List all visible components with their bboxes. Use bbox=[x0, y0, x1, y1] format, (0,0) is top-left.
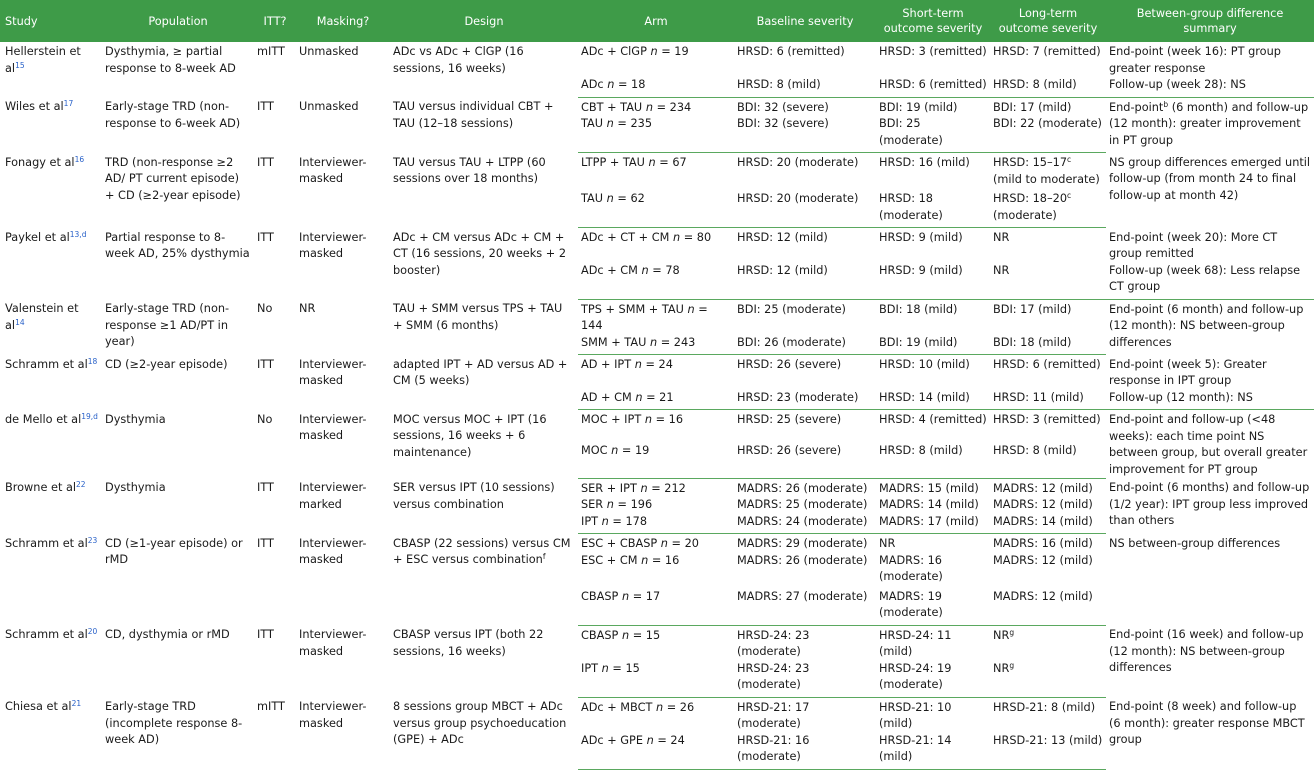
population-cell: TRD (non-response ≥2 AD/ PT current episode) + CD (≥2-year episode) bbox=[105, 155, 241, 202]
study-name: Browne et al bbox=[5, 481, 77, 494]
short-term-cell: MADRS: 15 (mild) bbox=[879, 481, 979, 495]
short-term-cell: HRSD: 9 (mild) bbox=[879, 231, 963, 244]
baseline-cell: BDI: 25 (moderate) bbox=[737, 302, 846, 316]
table-row bbox=[0, 534, 1314, 553]
summary-cell: Follow-up (week 68): Less relapse CT group bbox=[1106, 263, 1314, 300]
arm-cell: ADc n = 18 bbox=[578, 77, 734, 97]
table-row bbox=[0, 625, 1314, 661]
design-cell: 8 sessions group MBCT + ADc versus group psychoeducation (GPE) + ADc bbox=[393, 700, 567, 746]
arm-cell: ADc + MBCT n = 26 bbox=[581, 700, 695, 714]
baseline-cell: BDI: 26 (moderate) bbox=[734, 335, 876, 355]
design-cell: MOC versus MOC + IPT (16 sessions, 16 weeks + 6 maintenance) bbox=[393, 412, 547, 459]
population-cell: Early-stage TRD (non-response to 6-week AD) bbox=[105, 100, 241, 130]
masking-cell: Interviewer-marked bbox=[299, 481, 367, 511]
arm-cell: ESC + CBASP n = 20 bbox=[581, 537, 699, 550]
long-term-cell: BDI: 22 (moderate) bbox=[990, 116, 1106, 153]
study-ref[interactable]: 18 bbox=[87, 356, 98, 366]
summary-cell: Follow-up (12 month): NS bbox=[1106, 390, 1314, 410]
short-term-cell: HRSD-21: 14 (mild) bbox=[876, 733, 990, 770]
short-term-cell: HRSD: 8 (mild) bbox=[876, 443, 990, 478]
study-name: Fonagy et al bbox=[5, 155, 75, 169]
long-term-cell: MADRS: 12 (mild) bbox=[993, 553, 1093, 567]
col-header: ITT? bbox=[254, 0, 296, 42]
baseline-cell: MADRS: 25 (moderate) bbox=[737, 498, 868, 511]
long-term-cell: BDI: 18 (mild) bbox=[990, 335, 1106, 355]
baseline-cell: HRSD-21: 17 (moderate) bbox=[737, 700, 810, 730]
long-term-cell: HRSD: 3 (remitted) bbox=[993, 413, 1101, 426]
masking-cell: Interviewer-masked bbox=[299, 536, 367, 566]
long-term-cell: HRSD-21: 8 (mild) bbox=[993, 700, 1096, 714]
design-cell: SER versus IPT (10 sessions) versus combination bbox=[393, 481, 555, 511]
table-body bbox=[0, 42, 1314, 769]
long-term-cell: HRSD: 8 (mild) bbox=[990, 77, 1106, 97]
study-name: Valenstein et al bbox=[5, 302, 79, 332]
arm-cell: AD + CM n = 21 bbox=[578, 390, 734, 410]
arm-cell: CBT + TAU n = 234 bbox=[581, 100, 692, 114]
itt-cell: ITT bbox=[257, 357, 274, 371]
short-term-cell: BDI: 19 (mild) bbox=[879, 100, 958, 114]
study-cell bbox=[0, 697, 102, 769]
study-cell bbox=[0, 153, 102, 228]
col-header: Masking? bbox=[296, 0, 390, 42]
baseline-cell: HRSD: 26 (severe) bbox=[737, 358, 842, 371]
masking-cell: Interviewer-masked bbox=[299, 357, 367, 387]
col-header: Between-group difference summary bbox=[1106, 0, 1314, 42]
summary-cell: End-point (8 week) and follow-up (6 month): greater response MBCT group bbox=[1109, 700, 1305, 746]
study-name: Chiesa et al bbox=[5, 700, 72, 713]
itt-cell: ITT bbox=[257, 230, 274, 244]
arm-cell: IPT n = 15 bbox=[578, 661, 734, 698]
short-term-cell: MADRS: 17 (mild) bbox=[876, 514, 990, 534]
long-term-cell: NR bbox=[993, 231, 1010, 244]
study-name: Schramm et al bbox=[5, 357, 88, 371]
itt-cell: ITT bbox=[257, 155, 274, 169]
short-term-cell: HRSD: 6 (remitted) bbox=[876, 77, 990, 97]
short-term-cell: HRSD-24: 19 (moderate) bbox=[876, 661, 990, 698]
baseline-cell: HRSD: 20 (moderate) bbox=[737, 156, 859, 169]
population-cell: CD (≥2-year episode) bbox=[105, 357, 228, 371]
summary-cell: End-point (week 16): PT group greater response bbox=[1109, 45, 1281, 75]
study-ref[interactable]: 14 bbox=[15, 317, 25, 327]
summary-cell: End-point (6 months) and follow-up (1/2 year): IPT group less improved than others bbox=[1109, 481, 1310, 527]
summary-cell: End-point (week 5): Greater response in IPT group bbox=[1109, 357, 1267, 387]
table-row bbox=[0, 153, 1314, 189]
population-cell: Dysthymia, ≥ partial response to 8-week AD bbox=[105, 45, 236, 75]
masking-cell: Interviewer-masked bbox=[299, 628, 367, 658]
arm-cell: ADc + CT + CM n = 80 bbox=[581, 231, 712, 244]
population-cell: Dysthymia bbox=[105, 481, 166, 494]
study-ref[interactable]: 13,d bbox=[69, 229, 87, 239]
baseline-cell: HRSD: 12 (mild) bbox=[737, 231, 828, 244]
arm-cell: MOC n = 19 bbox=[578, 443, 734, 478]
arm-cell: CBASP n = 17 bbox=[578, 586, 734, 626]
arm-cell: ESC + CM n = 16 bbox=[581, 553, 680, 567]
population-cell: Early-stage TRD (non-response ≥1 AD/PT in year) bbox=[105, 302, 230, 348]
arm-cell: SMM + TAU n = 243 bbox=[578, 335, 734, 355]
baseline-cell: HRSD-24: 23 (moderate) bbox=[737, 628, 810, 658]
study-cell bbox=[0, 534, 102, 626]
short-term-cell: HRSD: 18 (moderate) bbox=[876, 188, 990, 228]
study-ref[interactable]: 20 bbox=[87, 627, 98, 636]
masking-cell: Interviewer-masked bbox=[299, 412, 367, 442]
short-term-cell: HRSD: 14 (mild) bbox=[876, 390, 990, 410]
arm-cell: LTPP + TAU n = 67 bbox=[581, 156, 687, 169]
population-cell: Early-stage TRD (incomplete response 8-week AD) bbox=[105, 700, 243, 746]
baseline-cell: HRSD: 8 (mild) bbox=[734, 77, 876, 97]
long-term-cell: MADRS: 14 (mild) bbox=[990, 514, 1106, 534]
long-term-cell: HRSD: 18–20$^c$ (moderate) bbox=[990, 188, 1106, 228]
design-cell: CBASP versus IPT (both 22 sessions, 16 weeks) bbox=[393, 628, 544, 658]
short-term-cell: HRSD: 16 (mild) bbox=[879, 156, 970, 169]
population-cell: Dysthymia bbox=[105, 412, 166, 426]
arm-cell: TPS + SMM + TAU n = 144 bbox=[581, 302, 708, 332]
study-name: de Mello et al bbox=[5, 412, 82, 426]
col-header: Short-term outcome severity bbox=[876, 0, 990, 42]
short-term-cell: MADRS: 19 (moderate) bbox=[876, 586, 990, 626]
study-ref[interactable]: 15 bbox=[15, 60, 25, 70]
study-name: Paykel et al bbox=[5, 230, 70, 244]
long-term-cell: BDI: 17 (mild) bbox=[993, 100, 1072, 114]
long-term-cell: MADRS: 12 (mild) bbox=[993, 498, 1093, 511]
long-term-cell: HRSD: 11 (mild) bbox=[990, 390, 1106, 410]
masking-cell: Unmasked bbox=[299, 100, 359, 113]
arm-cell: MOC + IPT n = 16 bbox=[581, 413, 684, 426]
arm-cell: TAU n = 235 bbox=[578, 116, 734, 153]
study-ref[interactable]: 17 bbox=[63, 99, 74, 108]
arm-cell: SER + IPT n = 212 bbox=[581, 481, 686, 495]
arm-cell: ADc + GPE n = 24 bbox=[578, 733, 734, 770]
table-row bbox=[0, 299, 1314, 335]
table-row bbox=[0, 97, 1314, 116]
population-cell: Partial response to 8-week AD, 25% dysthymia bbox=[105, 230, 250, 260]
baseline-cell: BDI: 32 (severe) bbox=[737, 100, 829, 114]
short-term-cell: MADRS: 14 (mild) bbox=[879, 498, 979, 511]
short-term-cell: HRSD: 4 (remitted) bbox=[879, 413, 987, 426]
long-term-cell: HRSD: 8 (mild) bbox=[990, 443, 1106, 478]
arm-cell: TAU n = 62 bbox=[578, 188, 734, 228]
study-cell bbox=[0, 97, 102, 153]
col-header: Long-term outcome severity bbox=[990, 0, 1106, 42]
long-term-cell: MADRS: 16 (mild) bbox=[993, 537, 1093, 550]
summary-cell: Follow-up (week 28): NS bbox=[1106, 77, 1314, 97]
itt-cell: ITT bbox=[257, 481, 274, 494]
arm-cell: CBASP n = 15 bbox=[581, 628, 661, 642]
baseline-cell: MADRS: 24 (moderate) bbox=[734, 514, 876, 534]
design-cell: adapted IPT + AD versus AD + CM (5 weeks) bbox=[393, 357, 568, 387]
itt-cell: ITT bbox=[257, 100, 274, 113]
table-row bbox=[0, 228, 1314, 263]
study-cell bbox=[0, 625, 102, 697]
baseline-cell: HRSD: 23 (moderate) bbox=[734, 390, 876, 410]
col-header: Study bbox=[0, 0, 102, 42]
itt-cell: mITT bbox=[257, 45, 285, 58]
design-cell: TAU versus TAU + LTPP (60 sessions over 18 months) bbox=[393, 155, 546, 185]
baseline-cell: HRSD: 6 (remitted) bbox=[737, 45, 845, 58]
baseline-cell: HRSD-24: 23 (moderate) bbox=[734, 661, 876, 698]
summary-cell: End-point (6 month) and follow-up (12 month): NS between-group differences bbox=[1109, 302, 1304, 349]
study-name: Hellerstein et al bbox=[5, 45, 81, 75]
study-cell bbox=[0, 42, 102, 97]
long-term-cell: $NR^g$ bbox=[993, 627, 1015, 642]
short-term-cell: HRSD-24: 11 (mild) bbox=[879, 628, 952, 658]
design-cell: TAU versus individual CBT + TAU (12–18 sessions) bbox=[393, 100, 554, 130]
long-term-cell: HRSD: 7 (remitted) bbox=[993, 45, 1101, 58]
summary-cell: End-point$^b$ (6 month) and follow-up (12 month): greater improvement in PT group bbox=[1109, 99, 1309, 147]
summary-cell: NS between-group differences bbox=[1109, 536, 1281, 550]
baseline-cell: HRSD: 26 (severe) bbox=[734, 443, 876, 478]
study-cell bbox=[0, 410, 102, 479]
study-ref[interactable]: 22 bbox=[76, 480, 86, 489]
long-term-cell: HRSD: 6 (remitted) bbox=[993, 358, 1101, 371]
masking-cell: Interviewer-masked bbox=[299, 230, 367, 260]
long-term-cell: MADRS: 12 (mild) bbox=[993, 481, 1093, 495]
long-term-cell: BDI: 17 (mild) bbox=[993, 302, 1072, 316]
long-term-cell: NR bbox=[990, 263, 1106, 300]
baseline-cell: MADRS: 27 (moderate) bbox=[734, 586, 876, 626]
baseline-cell: MADRS: 26 (moderate) bbox=[737, 481, 868, 495]
baseline-cell: HRSD: 25 (severe) bbox=[737, 413, 842, 426]
col-header: Design bbox=[390, 0, 578, 42]
long-term-cell: $NR^g$ bbox=[990, 661, 1106, 698]
summary-cell: End-point and follow-up (<48 weeks): each time point NS between group, but overall greater improvement for PT group bbox=[1109, 413, 1308, 476]
baseline-cell: BDI: 32 (severe) bbox=[734, 116, 876, 153]
col-header: Baseline severity bbox=[734, 0, 876, 42]
study-cell bbox=[0, 228, 102, 300]
summary-cell: NS group differences emerged until follow-up (from month 24 to final follow-up at month 42) bbox=[1109, 155, 1311, 202]
design-cell: TAU + SMM versus TPS + TAU + SMM (6 months) bbox=[393, 302, 563, 332]
short-term-cell: HRSD-21: 10 (mild) bbox=[879, 700, 952, 730]
short-term-cell: HRSD: 10 (mild) bbox=[879, 358, 970, 371]
col-header: Population bbox=[102, 0, 254, 42]
itt-cell: ITT bbox=[257, 536, 274, 550]
summary-cell: End-point (week 20): More CT group remitted bbox=[1109, 230, 1278, 260]
short-term-cell: BDI: 25 (moderate) bbox=[876, 116, 990, 153]
study-ref[interactable]: 16 bbox=[74, 154, 85, 164]
short-term-cell: BDI: 18 (mild) bbox=[879, 302, 958, 316]
arm-cell: IPT n = 178 bbox=[578, 514, 734, 534]
long-term-cell: HRSD-21: 13 (mild) bbox=[990, 733, 1106, 770]
itt-cell: No bbox=[257, 302, 273, 315]
short-term-cell: BDI: 19 (mild) bbox=[876, 335, 990, 355]
study-name: Schramm et al bbox=[5, 536, 88, 550]
study-name: Schramm et al bbox=[5, 628, 88, 641]
masking-cell: Unmasked bbox=[299, 45, 359, 58]
short-term-cell: HRSD: 3 (remitted) bbox=[879, 45, 987, 58]
baseline-cell: MADRS: 26 (moderate) bbox=[737, 553, 868, 567]
baseline-cell: MADRS: 29 (moderate) bbox=[737, 537, 868, 550]
design-cell: ADc + CM versus ADc + CM + CT (16 sessions, 20 weeks + 2 booster) bbox=[393, 230, 567, 277]
itt-cell: ITT bbox=[257, 628, 274, 641]
table-row bbox=[0, 478, 1314, 497]
baseline-cell: HRSD: 20 (moderate) bbox=[734, 188, 876, 228]
table-row bbox=[0, 42, 1314, 77]
population-cell: CD, dysthymia or rMD bbox=[105, 628, 230, 641]
short-term-cell: NR bbox=[879, 537, 896, 550]
arm-cell: ADc + CM n = 78 bbox=[578, 263, 734, 300]
itt-cell: mITT bbox=[257, 700, 285, 713]
study-name: Wiles et al bbox=[5, 100, 64, 113]
study-cell bbox=[0, 299, 102, 355]
long-term-cell: MADRS: 12 (mild) bbox=[990, 586, 1106, 626]
summary-cell: End-point (16 week) and follow-up (12 month): NS between-group differences bbox=[1109, 628, 1304, 674]
study-ref[interactable]: 23 bbox=[87, 535, 98, 545]
short-term-cell: MADRS: 16 (moderate) bbox=[879, 553, 943, 583]
long-term-cell: HRSD: 15–17$^c$ (mild to moderate) bbox=[993, 155, 1100, 186]
itt-cell: No bbox=[257, 412, 273, 426]
population-cell: CD (≥1-year episode) or rMD bbox=[105, 536, 243, 566]
arm-cell: ADc + ClGP n = 19 bbox=[581, 45, 689, 58]
baseline-cell: HRSD: 12 (mild) bbox=[734, 263, 876, 300]
table-row bbox=[0, 355, 1314, 390]
study-cell bbox=[0, 355, 102, 410]
study-ref[interactable]: 21 bbox=[71, 699, 82, 708]
design-cell: CBASP (22 sessions) versus CM + ESC versus combination$^f$ bbox=[393, 536, 571, 566]
arm-cell: SER n = 196 bbox=[581, 498, 653, 511]
masking-cell: NR bbox=[299, 302, 316, 315]
header-row bbox=[0, 0, 1314, 42]
arm-cell: AD + IPT n = 24 bbox=[581, 358, 673, 371]
study-cell bbox=[0, 478, 102, 534]
table-row bbox=[0, 697, 1314, 733]
study-ref[interactable]: 19,d bbox=[81, 411, 98, 421]
short-term-cell: HRSD: 9 (mild) bbox=[876, 263, 990, 300]
baseline-cell: HRSD-21: 16 (moderate) bbox=[734, 733, 876, 770]
col-header: Arm bbox=[578, 0, 734, 42]
table-row bbox=[0, 410, 1314, 443]
masking-cell: Interviewer-masked bbox=[299, 700, 367, 730]
design-cell: ADc vs ADc + ClGP (16 sessions, 16 weeks) bbox=[393, 45, 524, 75]
masking-cell: Interviewer-masked bbox=[299, 155, 367, 185]
